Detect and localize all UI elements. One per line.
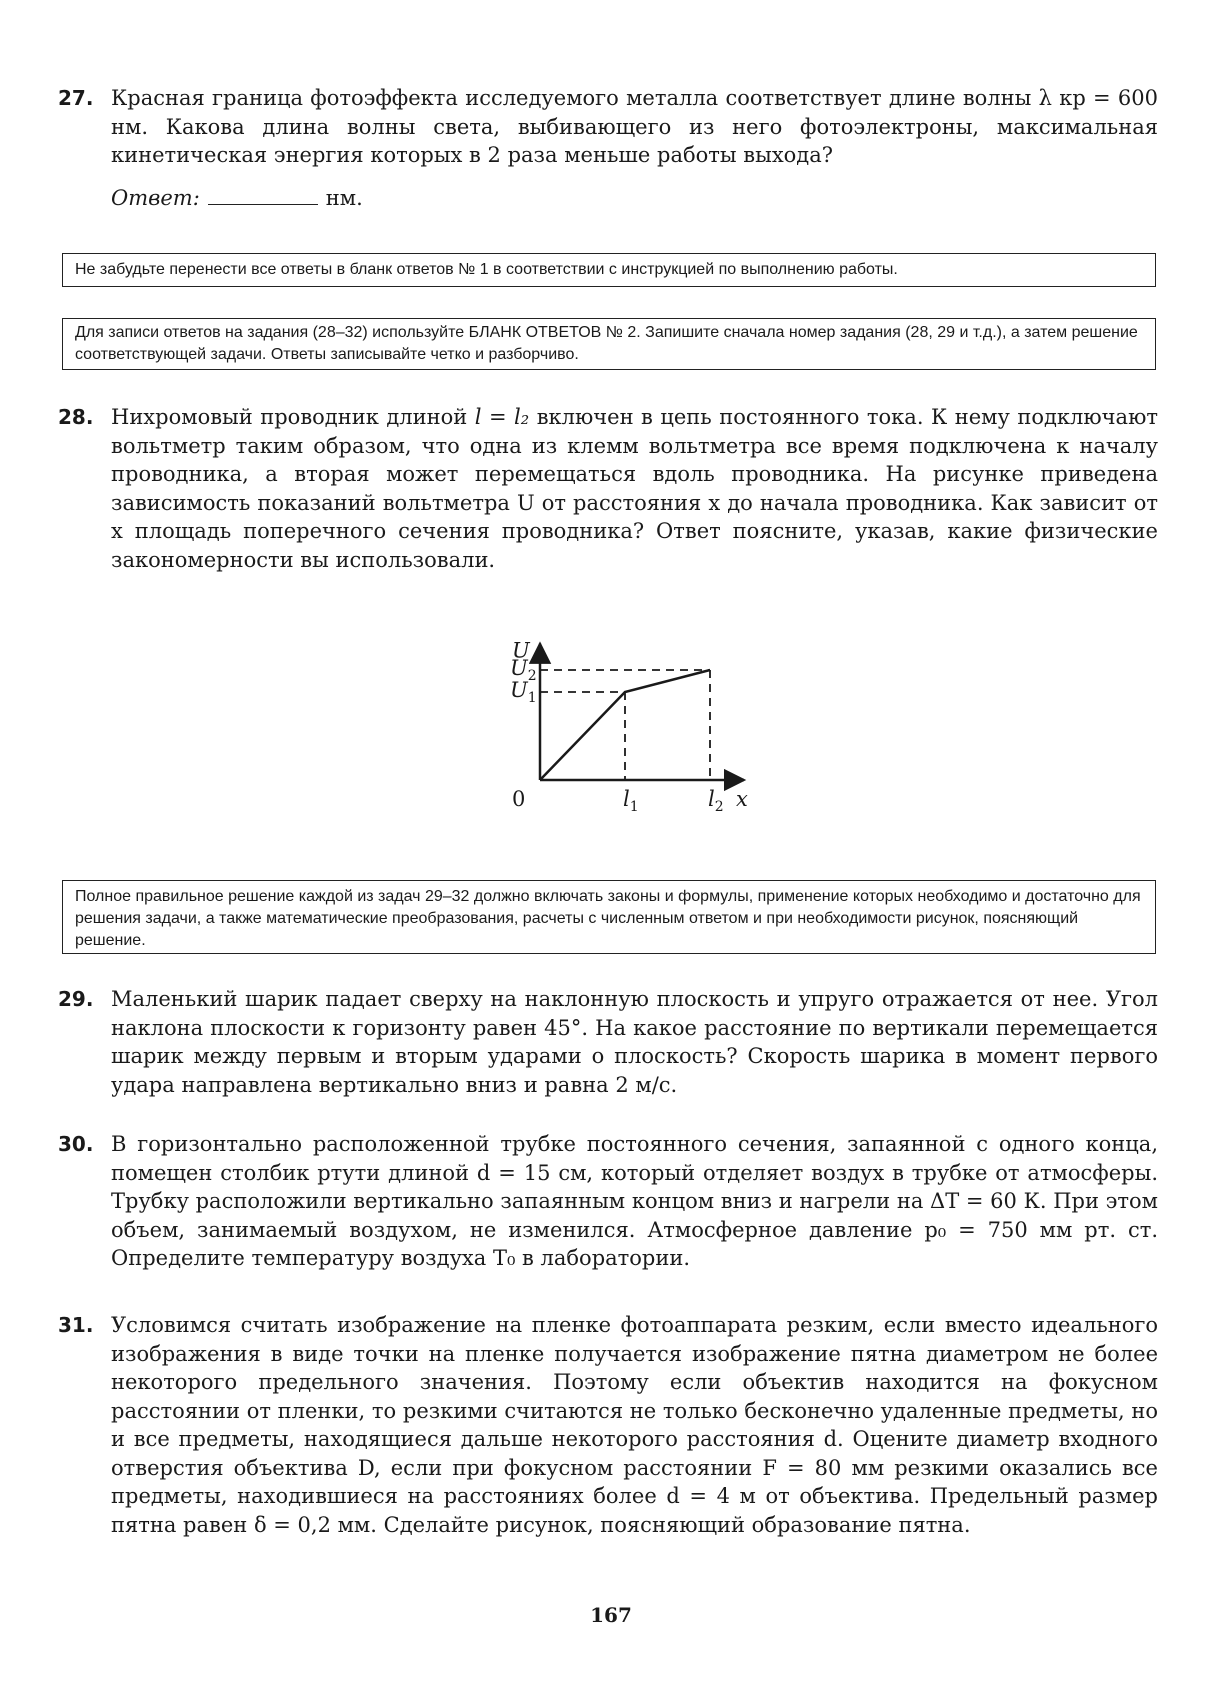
problem-text: Условимся считать изображение на пленке фотоаппарата резким, если вместо идеального изображения в виде точки на пленке получается изображение пятна диаметром не более некоторого предельного значения. Поэтому если объектив находится на фокусном расстоянии от пленки, то резкими считаются не только бесконечно удаленные предметы, но и все предметы, находящиеся дальше некоторого расстояния d. Оцените диаметр входного отверстия объектива D, если при фокусном расстоянии F = 80 мм резкими оказались все предметы, находившиеся на расстояниях более d = 4 м от объектива. Предельный размер пятна равен δ = 0,2 мм. Сделайте рисунок, поясняющий образование пятна.: [111, 1313, 1158, 1537]
y-axis-label: U: [512, 638, 530, 663]
problem-text-end: включен в цепь постоянного тока. К нему подключают вольтметр таким образом, что одна из клемм вольтметра все время подключена к началу проводника, а вторая может перемещаться вдоль проводника. На рисунке приведена зависимость показаний вольтметра U от расстояния x до начала проводника. Как зависит от x площадь поперечного сечения проводника? Ответ поясните, указав, какие физические закономерности вы использовали.: [111, 405, 1158, 572]
x-tick-l1: $l_1$: [623, 787, 639, 815]
problem-30: [58, 1130, 1158, 1273]
problem-text-start: Нихромовый проводник длиной: [111, 405, 468, 429]
problem-29: [58, 985, 1158, 1099]
problem-text: Маленький шарик падает сверху на наклонную плоскость и упруго отражается от нее. Угол наклона плоскости к горизонту равен 45°. На какое расстояние по вертикали перемещается шарик между первым и вторым ударами о плоскость? Скорость шарика в момент первого удара направлена вертикально вниз и равна 2 м/с.: [111, 987, 1158, 1097]
problem-number: 27.: [58, 86, 94, 110]
problem-31: [58, 1311, 1158, 1539]
x-tick-l2: $l_2$: [708, 787, 724, 815]
x-axis-label: x: [736, 787, 748, 811]
problem-28: [58, 403, 1158, 574]
problem-number: 29.: [58, 987, 94, 1011]
problem-text: Красная граница фотоэффекта исследуемого металла соответствует длине волны λ кр = 600 нм. Какова длина волны света, выбивающего из него фотоэлектроны, максимальная кинетическая энергия которых в 2 раза меньше работы выхода?: [111, 86, 1158, 167]
answer-unit: нм.: [325, 186, 363, 210]
answer-blank[interactable]: [208, 186, 318, 205]
problem-text: В горизонтально расположенной трубке постоянного сечения, запаянной с одного конца, помещен столбик ртути длиной d = 15 см, который отделяет воздух в трубке от атмосферы. Трубку расположили вертикально запаянным концом вниз и нагрели на ΔT = 60 К. При этом объем, занимаемый воздухом, не изменился. Атмосферное давление p₀ = 750 мм рт. ст. Определите температуру воздуха T₀ в лаборатории.: [111, 1132, 1158, 1270]
problem-number: 30.: [58, 1132, 94, 1156]
problem-number: 31.: [58, 1313, 94, 1337]
y-tick-u2: $U_2$: [510, 656, 537, 684]
problem-number: 28.: [58, 405, 94, 429]
notice-full-solution: Полное правильное решение каждой из задач 29–32 должно включать законы и формулы, применение которых необходимо и достаточно для решения задачи, а также математические преобразования, расчеты с численным ответом и при необходимости рисунок, поясняющий решение.: [62, 880, 1156, 954]
notice-answer-sheet-2: Для записи ответов на задания (28–32) используйте БЛАНК ОТВЕТОВ № 2. Запишите сначала номер задания (28, 29 и т.д.), а затем решение соответствующей задачи. Ответы записывайте четко и разборчиво.: [62, 318, 1156, 370]
answer-label: Ответ:: [111, 186, 200, 210]
problem-text: [111, 403, 1158, 574]
page-number: 167: [590, 1603, 632, 1627]
notice-transfer-answers: Не забудьте перенести все ответы в бланк ответов № 1 в соответствии с инструкцией по выполнению работы.: [62, 253, 1156, 287]
problem-27: [58, 84, 1158, 170]
graph-u-vs-x: [498, 596, 748, 824]
answer-line: [111, 186, 363, 210]
length-formula: l = l₂: [474, 405, 530, 429]
y-tick-u1: $U_1$: [510, 678, 537, 706]
origin-label: 0: [512, 787, 526, 811]
